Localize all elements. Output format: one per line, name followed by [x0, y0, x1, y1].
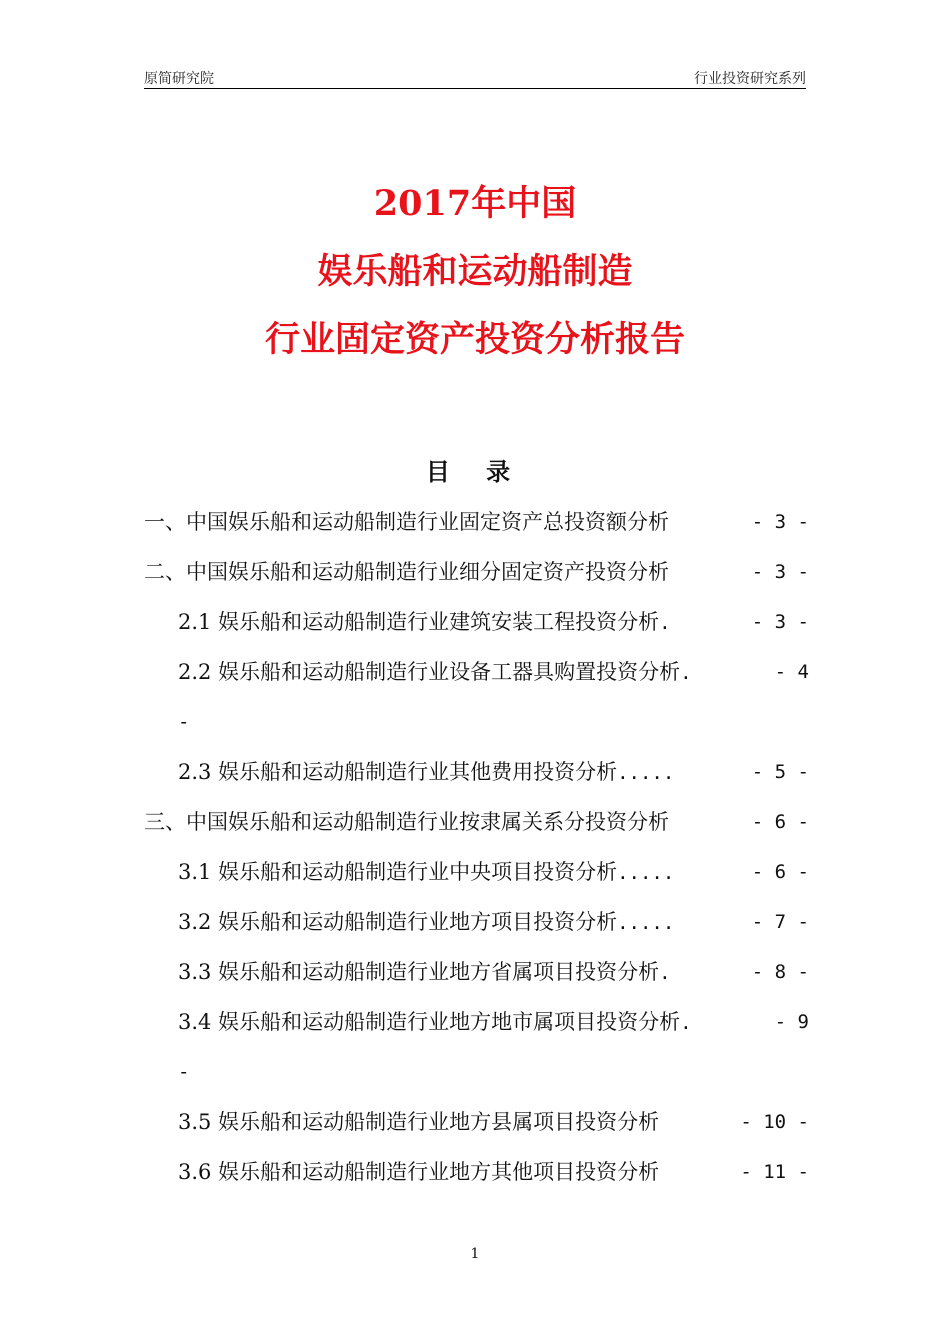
toc-item-page: - 3 -: [740, 611, 809, 633]
report-title: [0, 170, 950, 374]
report-title-line-1: 2017年中国: [373, 183, 577, 224]
table-of-contents: [144, 502, 809, 1202]
toc-item-text: 2.1 娱乐船和运动船制造行业建筑安装工程投资分析: [178, 610, 660, 634]
toc-item[interactable]: [144, 1102, 809, 1152]
toc-item[interactable]: 3.3 娱乐船和运动船制造行业地方省属项目投资分析. - 8 -: [144, 952, 809, 1002]
toc-item[interactable]: [144, 1152, 809, 1202]
toc-item[interactable]: 2.1 娱乐船和运动船制造行业建筑安装工程投资分析. - 3 -: [144, 602, 809, 652]
toc-item-page-tail: -: [178, 711, 190, 733]
toc-item-page: - 5 -: [751, 761, 809, 783]
toc-item-page: - 9: [763, 1011, 809, 1033]
toc-item[interactable]: 2.3 娱乐船和运动船制造行业其他费用投资分析..... - 5 -: [144, 752, 809, 802]
toc-item[interactable]: [144, 802, 809, 852]
toc-item-page: - 6 -: [751, 811, 809, 833]
toc-item-text: 三、中国娱乐船和运动船制造行业按隶属关系分投资分析: [144, 810, 669, 834]
toc-item-text: 3.4 娱乐船和运动船制造行业地方地市属项目投资分析: [178, 1010, 681, 1034]
toc-item[interactable]: 3.1 娱乐船和运动船制造行业中央项目投资分析..... - 6 -: [144, 852, 809, 902]
toc-item-page-tail: -: [178, 1061, 190, 1083]
report-title-line-2: 娱乐船和运动船制造: [317, 251, 633, 292]
toc-item-page: - 4: [763, 661, 809, 683]
toc-item-text: 3.1 娱乐船和运动船制造行业中央项目投资分析: [178, 860, 618, 884]
toc-item-page: - 11 -: [740, 1161, 809, 1183]
toc-item-page: - 8 -: [740, 961, 809, 983]
toc-item-page: - 7 -: [751, 911, 809, 933]
toc-item-page: - 3 -: [751, 561, 809, 583]
report-title-line-3: 行业固定资产投资分析报告: [264, 319, 685, 360]
page-header: [144, 66, 806, 89]
toc-item-page: - 10 -: [740, 1111, 809, 1133]
toc-item-text: 二、中国娱乐船和运动船制造行业细分固定资产投资分析: [144, 560, 669, 584]
header-org-name: 原简研究院: [144, 71, 214, 87]
toc-item-text: 3.5 娱乐船和运动船制造行业地方县属项目投资分析: [178, 1110, 660, 1134]
toc-item-page: - 3 -: [751, 511, 809, 533]
toc-item-text: 3.2 娱乐船和运动船制造行业地方项目投资分析: [178, 910, 618, 934]
toc-item-text: 3.6 娱乐船和运动船制造行业地方其他项目投资分析: [178, 1160, 660, 1184]
toc-item[interactable]: 2.2 娱乐船和运动船制造行业设备工器具购置投资分析. - 4 -: [144, 652, 809, 752]
toc-item-text: 2.2 娱乐船和运动船制造行业设备工器具购置投资分析: [178, 660, 681, 684]
toc-item[interactable]: 3.2 娱乐船和运动船制造行业地方项目投资分析..... - 7 -: [144, 902, 809, 952]
toc-item[interactable]: [144, 552, 809, 602]
toc-item[interactable]: 3.4 娱乐船和运动船制造行业地方地市属项目投资分析. - 9 -: [144, 1002, 809, 1102]
toc-item-text: 2.3 娱乐船和运动船制造行业其他费用投资分析: [178, 760, 618, 784]
toc-item-text: 3.3 娱乐船和运动船制造行业地方省属项目投资分析: [178, 960, 660, 984]
toc-item[interactable]: [144, 502, 809, 552]
toc-item-page: - 6 -: [751, 861, 809, 883]
header-series-name: 行业投资研究系列: [694, 71, 806, 87]
toc-heading: 目 录: [425, 458, 525, 486]
page-number: 1: [470, 1246, 480, 1262]
toc-item-text: 一、中国娱乐船和运动船制造行业固定资产总投资额分析: [144, 510, 669, 534]
